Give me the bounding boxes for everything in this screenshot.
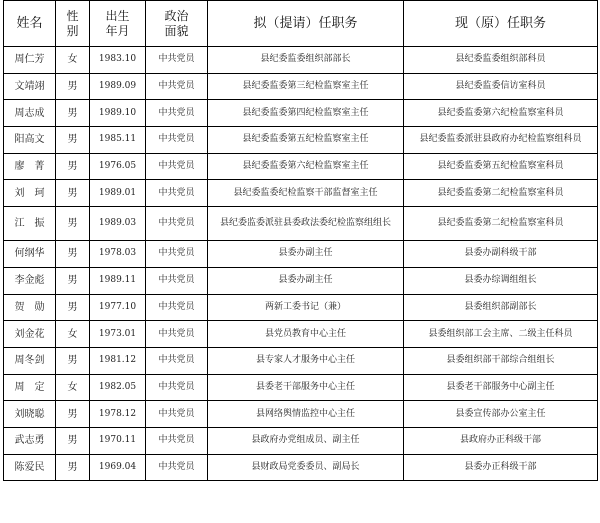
cell-current-position: 县委办副科级干部	[404, 241, 598, 268]
cell-proposed-position: 县网络舆情监控中心主任	[208, 401, 404, 428]
header-current-position: 现（原）任职务	[404, 1, 598, 47]
cell-current-position: 县委组织部干部综合组组长	[404, 347, 598, 374]
cell-name: 陈爱民	[4, 454, 56, 481]
cell-political-status: 中共党员	[146, 321, 208, 348]
header-birth: 出生 年月	[90, 1, 146, 47]
cell-birth-date: 1982.05	[90, 374, 146, 401]
table-row	[4, 180, 598, 207]
cell-current-position: 县纪委监委第二纪检监察室科员	[404, 207, 598, 241]
cell-birth-date: 1978.12	[90, 401, 146, 428]
cell-name: 文靖翊	[4, 73, 56, 100]
cell-gender: 女	[56, 374, 90, 401]
cell-political-status: 中共党员	[146, 401, 208, 428]
table-row	[4, 347, 598, 374]
appointment-table-container	[3, 0, 598, 481]
cell-current-position: 县委老干部服务中心副主任	[404, 374, 598, 401]
cell-name: 周仁芳	[4, 47, 56, 74]
cell-gender: 女	[56, 47, 90, 74]
cell-name: 何纲华	[4, 241, 56, 268]
cell-political-status: 中共党员	[146, 427, 208, 454]
appointment-table	[3, 0, 598, 481]
cell-political-status: 中共党员	[146, 267, 208, 294]
table-row	[4, 100, 598, 127]
cell-political-status: 中共党员	[146, 207, 208, 241]
cell-political-status: 中共党员	[146, 153, 208, 180]
cell-name: 周冬剑	[4, 347, 56, 374]
cell-gender: 男	[56, 427, 90, 454]
cell-gender: 男	[56, 207, 90, 241]
header-name: 姓名	[4, 1, 56, 47]
cell-name: 周志成	[4, 100, 56, 127]
cell-proposed-position: 县纪委监委纪检监察干部监督室主任	[208, 180, 404, 207]
table-row	[4, 127, 598, 154]
cell-current-position: 县委宣传部办公室主任	[404, 401, 598, 428]
cell-gender: 男	[56, 347, 90, 374]
cell-birth-date: 1989.09	[90, 73, 146, 100]
cell-proposed-position: 县纪委监委第六纪检监察室主任	[208, 153, 404, 180]
cell-birth-date: 1985.11	[90, 127, 146, 154]
cell-name: 廖 菁	[4, 153, 56, 180]
cell-current-position: 县委组织部工会主席、二级主任科员	[404, 321, 598, 348]
cell-birth-date: 1989.01	[90, 180, 146, 207]
cell-proposed-position: 县政府办党组成员、副主任	[208, 427, 404, 454]
cell-birth-date: 1977.10	[90, 294, 146, 321]
cell-name: 江 振	[4, 207, 56, 241]
cell-current-position: 县纪委监委派驻县政府办纪检监察组科员	[404, 127, 598, 154]
cell-name: 刘 珂	[4, 180, 56, 207]
table-row	[4, 454, 598, 481]
cell-political-status: 中共党员	[146, 73, 208, 100]
cell-current-position: 县委组织部副部长	[404, 294, 598, 321]
cell-political-status: 中共党员	[146, 127, 208, 154]
header-political: 政治 面貌	[146, 1, 208, 47]
cell-birth-date: 1970.11	[90, 427, 146, 454]
cell-current-position: 县委办综调组组长	[404, 267, 598, 294]
cell-proposed-position: 县财政局党委委员、副局长	[208, 454, 404, 481]
cell-proposed-position: 县委办副主任	[208, 241, 404, 268]
cell-gender: 男	[56, 127, 90, 154]
cell-proposed-position: 两新工委书记（兼）	[208, 294, 404, 321]
cell-birth-date: 1983.10	[90, 47, 146, 74]
cell-gender: 男	[56, 454, 90, 481]
cell-proposed-position: 县专家人才服务中心主任	[208, 347, 404, 374]
cell-gender: 男	[56, 241, 90, 268]
cell-political-status: 中共党员	[146, 374, 208, 401]
cell-current-position: 县纪委监委组织部科员	[404, 47, 598, 74]
cell-name: 李金彪	[4, 267, 56, 294]
cell-current-position: 县纪委监委第二纪检监察室科员	[404, 180, 598, 207]
cell-gender: 女	[56, 321, 90, 348]
cell-gender: 男	[56, 401, 90, 428]
table-body	[4, 47, 598, 481]
cell-proposed-position: 县纪委监委派驻县委政法委纪检监察组组长	[208, 207, 404, 241]
cell-political-status: 中共党员	[146, 180, 208, 207]
cell-political-status: 中共党员	[146, 47, 208, 74]
cell-current-position: 县纪委监委第六纪检监察室科员	[404, 100, 598, 127]
table-row	[4, 294, 598, 321]
table-row	[4, 427, 598, 454]
table-row	[4, 73, 598, 100]
table-row	[4, 321, 598, 348]
table-row	[4, 401, 598, 428]
cell-current-position: 县委办正科级干部	[404, 454, 598, 481]
cell-gender: 男	[56, 294, 90, 321]
cell-gender: 男	[56, 73, 90, 100]
cell-birth-date: 1976.05	[90, 153, 146, 180]
cell-proposed-position: 县纪委监委第三纪检监察室主任	[208, 73, 404, 100]
cell-birth-date: 1973.01	[90, 321, 146, 348]
cell-political-status: 中共党员	[146, 347, 208, 374]
table-row	[4, 47, 598, 74]
cell-birth-date: 1978.03	[90, 241, 146, 268]
cell-name: 阳高文	[4, 127, 56, 154]
cell-gender: 男	[56, 267, 90, 294]
table-row	[4, 267, 598, 294]
cell-birth-date: 1989.11	[90, 267, 146, 294]
cell-gender: 男	[56, 153, 90, 180]
cell-birth-date: 1989.03	[90, 207, 146, 241]
cell-proposed-position: 县纪委监委组织部部长	[208, 47, 404, 74]
table-row	[4, 153, 598, 180]
cell-political-status: 中共党员	[146, 294, 208, 321]
cell-political-status: 中共党员	[146, 241, 208, 268]
cell-name: 刘金花	[4, 321, 56, 348]
cell-proposed-position: 县纪委监委第四纪检监察室主任	[208, 100, 404, 127]
cell-proposed-position: 县委办副主任	[208, 267, 404, 294]
cell-birth-date: 1989.10	[90, 100, 146, 127]
header-gender: 性 别	[56, 1, 90, 47]
header-proposed-position: 拟（提请）任职务	[208, 1, 404, 47]
cell-proposed-position: 县纪委监委第五纪检监察室主任	[208, 127, 404, 154]
cell-name: 周 定	[4, 374, 56, 401]
cell-proposed-position: 县党员教育中心主任	[208, 321, 404, 348]
cell-name: 刘晓聪	[4, 401, 56, 428]
cell-gender: 男	[56, 180, 90, 207]
cell-gender: 男	[56, 100, 90, 127]
table-row	[4, 374, 598, 401]
cell-birth-date: 1981.12	[90, 347, 146, 374]
cell-political-status: 中共党员	[146, 100, 208, 127]
table-row	[4, 241, 598, 268]
cell-current-position: 县纪委监委信访室科员	[404, 73, 598, 100]
table-row	[4, 207, 598, 241]
cell-current-position: 县纪委监委第五纪检监察室科员	[404, 153, 598, 180]
cell-political-status: 中共党员	[146, 454, 208, 481]
cell-name: 贺 勋	[4, 294, 56, 321]
cell-name: 武志勇	[4, 427, 56, 454]
cell-birth-date: 1969.04	[90, 454, 146, 481]
cell-proposed-position: 县委老干部服务中心主任	[208, 374, 404, 401]
cell-current-position: 县政府办正科级干部	[404, 427, 598, 454]
header-row	[4, 1, 598, 47]
